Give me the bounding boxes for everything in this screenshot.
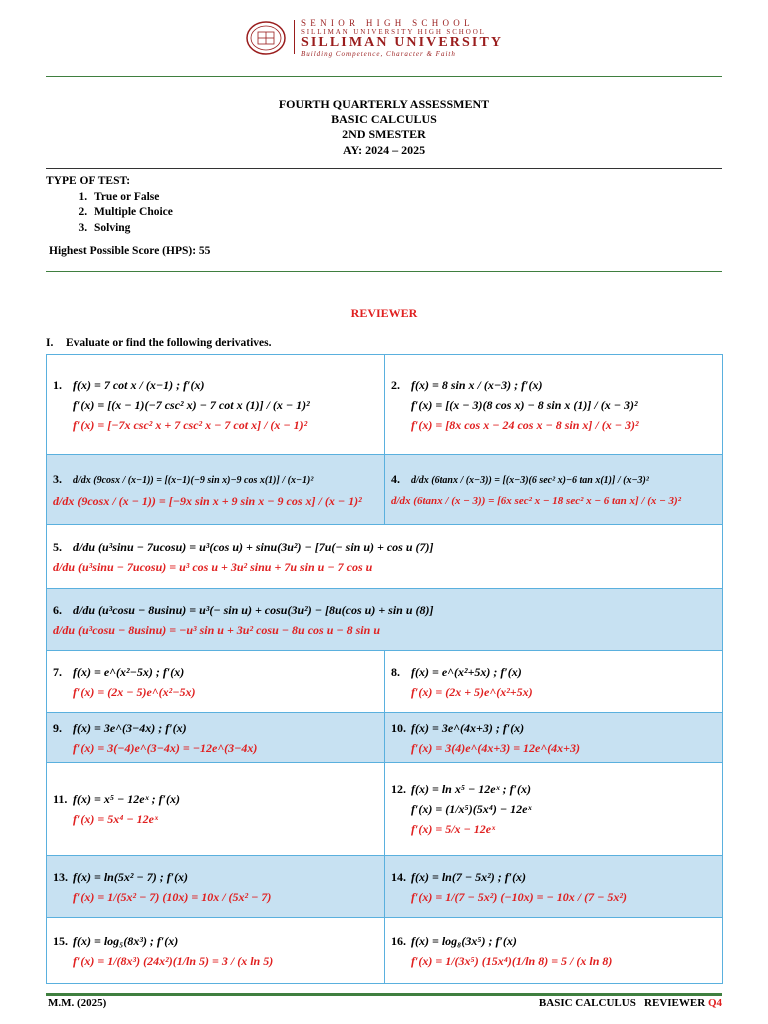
problem-answer: f′(x) = (2x + 5)e^(x²+5x) xyxy=(411,684,533,699)
problem-step: f′(x) = [(x − 1)(−7 csc² x) − 7 cot x (1)] / (x − 1)² xyxy=(73,397,310,412)
problem-question: 4. d/dx (6tanx / (x−3)) = [(x−3)(6 sec² x)−6 tan x(1)] / (x−3)² xyxy=(391,471,649,486)
problem-cell xyxy=(47,763,385,856)
section-text: Evaluate or find the following derivatives. xyxy=(66,337,272,349)
footer-title xyxy=(539,997,722,1009)
problem-cell xyxy=(47,355,385,455)
problem-cell xyxy=(47,589,723,651)
problem-question: 7. f(x) = e^(x²−5x) ; f′(x) xyxy=(53,664,185,679)
hps-rule xyxy=(46,271,722,272)
problem-question: 9. f(x) = 3e^(3−4x) ; f′(x) xyxy=(53,720,187,735)
problem-question: 15. f(x) = log₅(8x³) ; f′(x) xyxy=(53,933,179,948)
problem-answer: f′(x) = 3(4)e^(4x+3) = 12e^(4x+3) xyxy=(411,740,581,755)
problem-question: 1. f(x) = 7 cot x / (x−1) ; f′(x) xyxy=(53,377,205,392)
problem-question: 8. f(x) = e^(x²+5x) ; f′(x) xyxy=(391,664,522,679)
problem-question: 2. f(x) = 8 sin x / (x−3) ; f′(x) xyxy=(391,377,543,392)
header-line3: SILLIMAN UNIVERSITY xyxy=(301,35,504,50)
title-line4: AY: 2024 – 2025 xyxy=(342,143,426,157)
problem-step: f′(x) = (1/x⁵)(5x⁴) − 12eˣ xyxy=(411,802,532,816)
type-of-test-label: TYPE OF TEST: xyxy=(46,175,131,187)
test-type-item: 1. True or False xyxy=(90,190,173,206)
problem-answer: f′(x) = 5/x − 12eˣ xyxy=(411,822,496,836)
school-header xyxy=(0,18,768,60)
section-number: I. xyxy=(46,337,54,349)
problem-question: 16. f(x) = log₈(3x⁵) ; f′(x) xyxy=(391,933,517,948)
school-name-block xyxy=(301,18,531,59)
problem-question: 14. f(x) = ln(7 − 5x²) ; f′(x) xyxy=(391,869,527,884)
problem-answer: f′(x) = 1/(5x² − 7) (10x) = 10x / (5x² − 7) xyxy=(73,889,272,904)
problem-cell xyxy=(385,355,723,455)
title-line2: BASIC CALCULUS xyxy=(331,112,437,126)
problem-question: 10. f(x) = 3e^(4x+3) ; f′(x) xyxy=(391,720,525,735)
header-rule xyxy=(46,76,722,77)
problem-cell xyxy=(47,651,385,713)
footer-course: BASIC CALCULUS REVIEWER xyxy=(538,997,706,1009)
problem-cell xyxy=(385,856,723,918)
problem-answer: f′(x) = [8x cos x − 24 cos x − 8 sin x] / (x − 3)² xyxy=(411,417,639,432)
footer-author: M.M. (2025) xyxy=(48,997,107,1009)
university-seal-icon xyxy=(246,20,286,56)
header-divider xyxy=(294,20,295,54)
header-line2: SILLIMAN UNIVERSITY HIGH SCHOOL xyxy=(301,28,486,36)
problem-cell xyxy=(47,856,385,918)
highest-possible-score: Highest Possible Score (HPS): 55 xyxy=(49,245,211,257)
problem-cell xyxy=(385,763,723,856)
title-rule xyxy=(46,168,722,169)
problem-question: 6. d/du (u³cosu − 8usinu) = u³(− sin u) + cosu(3u²) − [8u(cos u) + sin u (8)] xyxy=(53,602,434,617)
problem-answer: d/dx (9cosx / (x − 1)) = [−9x sin x + 9 sin x − 9 cos x] / (x − 1)² xyxy=(53,493,362,508)
problem-answer: f′(x) = (2x − 5)e^(x²−5x) xyxy=(73,684,196,699)
problem-answer: d/dx (6tanx / (x − 3)) = [6x sec² x − 18 sec² x − 6 tan x] / (x − 3)² xyxy=(391,494,681,507)
problem-cell xyxy=(385,918,723,984)
problem-cell xyxy=(47,918,385,984)
header-tagline: Building Competence, Character & Faith xyxy=(301,50,456,58)
footer-rule xyxy=(46,993,722,996)
derivatives-table xyxy=(46,354,723,984)
problem-answer: f′(x) = 5x⁴ − 12eˣ xyxy=(73,812,159,826)
problem-answer: d/du (u³cosu − 8usinu) = −u³ sin u + 3u² cosu − 8u cos u − 8 sin u xyxy=(53,622,380,637)
problem-answer: f′(x) = 1/(8x³) (24x²)(1/ln 5) = 3 / (x ln 5) xyxy=(73,953,274,968)
problem-cell xyxy=(47,525,723,589)
problem-cell xyxy=(385,455,723,525)
problem-question: 5. d/du (u³sinu − 7ucosu) = u³(cos u) + sinu(3u²) − [7u(− sin u) + cos u (7)] xyxy=(53,539,434,554)
problem-answer: f′(x) = [−7x csc² x + 7 csc² x − 7 cot x] / (x − 1)² xyxy=(73,417,308,432)
title-line3: 2ND SMESTER xyxy=(342,127,426,141)
problem-cell xyxy=(385,651,723,713)
header-line1: SENIOR HIGH SCHOOL xyxy=(301,18,474,28)
type-of-test xyxy=(46,174,173,236)
test-type-item: 2. Multiple Choice xyxy=(90,205,173,221)
reviewer-heading: REVIEWER xyxy=(350,306,418,320)
section-heading xyxy=(46,337,272,349)
problem-question: 11. f(x) = x⁵ − 12eˣ ; f′(x) xyxy=(53,792,181,806)
problem-answer: f′(x) = 1/(7 − 5x²) (−10x) = − 10x / (7 − 5x²) xyxy=(411,889,627,904)
problem-answer: f′(x) = 1/(3x⁵) (15x⁴)(1/ln 8) = 5 / (x ln 8) xyxy=(411,953,613,968)
problem-step: f′(x) = [(x − 3)(8 cos x) − 8 sin x (1)] / (x − 3)² xyxy=(411,397,638,412)
problem-cell xyxy=(47,455,385,525)
problem-answer: f′(x) = 3(−4)e^(3−4x) = −12e^(3−4x) xyxy=(73,740,258,755)
problem-cell xyxy=(385,713,723,763)
title-line1: FOURTH QUARTERLY ASSESSMENT xyxy=(278,97,490,111)
problem-answer: d/du (u³sinu − 7ucosu) = u³ cos u + 3u² sinu + 7u sin u − 7 cos u xyxy=(53,559,373,574)
test-type-item: 3. Solving xyxy=(90,221,173,237)
problem-cell xyxy=(47,713,385,763)
problem-question: 13. f(x) = ln(5x² − 7) ; f′(x) xyxy=(53,869,189,884)
problem-question: 3. d/dx (9cosx / (x−1)) = [(x−1)(−9 sin x)−9 cos x(1)] / (x−1)² xyxy=(53,471,314,486)
footer-quarter: Q4 xyxy=(707,997,722,1009)
problem-question: 12. f(x) = ln x⁵ − 12eˣ ; f′(x) xyxy=(391,782,532,796)
